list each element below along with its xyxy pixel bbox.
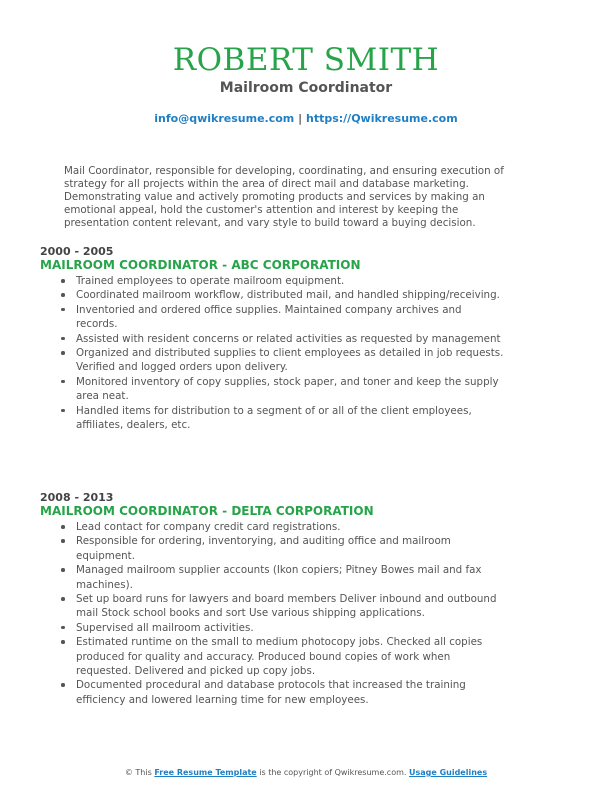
job-bullet: Set up board runs for lawyers and board members Deliver inbound and outbound mail Stock school books and sort Use various shipping applications.	[76, 592, 506, 621]
footer-copyright	[0, 768, 612, 777]
job-bullet: Supervised all mailroom activities.	[76, 621, 506, 635]
job-bullet: Managed mailroom supplier accounts (Ikon copiers; Pitney Bowes mail and fax machines).	[76, 563, 506, 592]
contact-line	[0, 112, 612, 125]
job-bullet: Documented procedural and database protocols that increased the training efficiency and lowered learning time for new employees.	[76, 678, 506, 707]
job-bullet-list	[40, 520, 540, 707]
candidate-name: ROBERT SMITH	[172, 42, 440, 78]
job-entry	[40, 245, 540, 432]
footer-prefix: © This	[124, 768, 152, 777]
job-bullet: Responsible for ordering, inventorying, and auditing office and mailroom equipment.	[76, 534, 506, 563]
usage-guidelines-link[interactable]: Usage Guidelines	[408, 768, 488, 777]
job-bullet: Assisted with resident concerns or related activities as requested by management	[76, 332, 506, 346]
job-bullet: Estimated runtime on the small to medium photocopy jobs. Checked all copies produced for quality and accuracy. Produced bound copies of work when requested. Delivered and picked up copy jobs.	[76, 635, 506, 678]
job-bullet: Coordinated mailroom workflow, distributed mail, and handled shipping/receiving.	[76, 288, 506, 302]
job-bullet-list	[40, 274, 540, 432]
contact-separator: |	[298, 112, 303, 125]
job-title: MAILROOM COORDINATOR - ABC CORPORATION	[40, 258, 361, 272]
job-bullet: Trained employees to operate mailroom equipment.	[76, 274, 506, 288]
job-dates: 2008 - 2013	[40, 491, 114, 504]
job-bullet: Lead contact for company credit card registrations.	[76, 520, 506, 534]
job-entry	[40, 491, 540, 707]
job-bullet: Inventoried and ordered office supplies. Maintained company archives and records.	[76, 303, 506, 332]
job-title: MAILROOM COORDINATOR - DELTA CORPORATION	[40, 504, 374, 518]
job-bullet: Monitored inventory of copy supplies, stock paper, and toner and keep the supply area neat.	[76, 375, 506, 404]
free-resume-template-link[interactable]: Free Resume Template	[154, 768, 257, 777]
job-bullet: Organized and distributed supplies to client employees as detailed in job requests. Verified and logged orders upon delivery.	[76, 346, 506, 375]
summary-paragraph: Mail Coordinator, responsible for developing, coordinating, and ensuring execution of strategy for all projects within the area of direct mail and database marketing. Demonstrating value and actively promoting products and services by making an emotional appeal, hold the customer's attention and interest by keeping the presentation content relevant, and vary style to build toward a buying decision.	[64, 165, 504, 229]
email-link[interactable]: info@qwikresume.com	[154, 112, 295, 125]
job-bullet: Handled items for distribution to a segment of or all of the client employees, affiliates, dealers, etc.	[76, 404, 506, 433]
website-link[interactable]: https://Qwikresume.com	[305, 112, 458, 125]
job-dates: 2000 - 2005	[40, 245, 114, 258]
footer-middle: is the copyright of Qwikresume.com.	[259, 768, 407, 777]
candidate-role: Mailroom Coordinator	[219, 80, 393, 96]
